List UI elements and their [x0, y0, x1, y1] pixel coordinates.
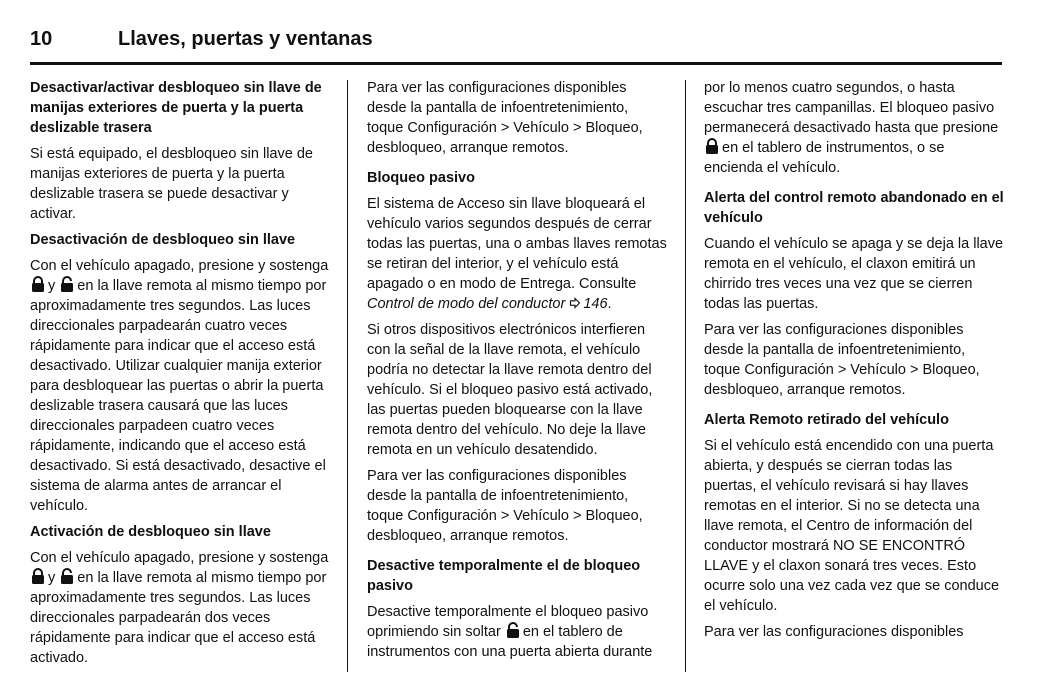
- paragraph: Cuando el vehículo se apaga y se deja la llave remota en el vehículo, el claxon emitirá un chirrido tres veces una vez que se cierren todas las puertas.: [704, 236, 1004, 312]
- text: en la llave remota al mismo tiempo por aproximadamente tres segundos. Las luces direccionales parpadearán dos veces rápidamente para indicar que el acceso está activado.: [30, 570, 327, 666]
- paragraph: Para ver las configuraciones disponibles desde la pantalla de infoentretenimiento, toque Configuración > Vehículo > Bloqueo, desbloqueo, arranque remotos.: [367, 80, 643, 156]
- column-3: [704, 78, 1004, 648]
- lock-icon: [704, 138, 720, 154]
- lock-icon: [30, 276, 46, 292]
- paragraph: Para ver las configuraciones disponibles: [704, 624, 964, 640]
- text: en la llave remota al mismo tiempo por aproximadamente tres segundos. Las luces direccionales parpadearán cuatro veces rápidamente para indicar que el acceso está desactivado. Utilizar cualquier manija exterior para desbloquear las puertas o abrir la puerta deslizable trasera causará que las luces direccionales parpadeen cuatro veces rápidamente, indicando que el acceso está desactivado. Si está desactivado, desactive el sistema de alarma antes de arrancar el vehículo.: [30, 278, 327, 514]
- header-rule: [30, 62, 1002, 65]
- page-reference: 146: [583, 296, 608, 312]
- column-2: [367, 78, 667, 668]
- text: en el tablero de instrumentos con una puerta abierta durante: [367, 624, 653, 660]
- unlock-icon: [59, 568, 75, 584]
- column-divider: [685, 80, 686, 672]
- section-heading: Alerta Remoto retirado del vehículo: [704, 412, 949, 428]
- text: Desactive temporalmente el bloqueo pasivo oprimiendo sin soltar: [367, 604, 649, 640]
- paragraph: Si está equipado, el desbloqueo sin llave de manijas exteriores de puerta y la puerta deslizable trasera se puede desactivar y activar.: [30, 146, 313, 222]
- page-header: [30, 28, 1002, 62]
- column-1: [30, 78, 330, 674]
- chapter-title: Llaves, puertas y ventanas: [118, 28, 373, 50]
- paragraph: [30, 256, 330, 516]
- text: Con el vehículo apagado, presione y sostenga: [30, 258, 329, 274]
- paragraph: [30, 548, 330, 668]
- cross-reference-link[interactable]: Control de modo del conductor: [367, 296, 566, 312]
- text: Con el vehículo apagado, presione y sostenga: [30, 550, 329, 566]
- text: .: [607, 296, 612, 312]
- lock-icon: [30, 568, 46, 584]
- column-divider: [347, 80, 348, 672]
- section-heading: Desactivación de desbloqueo sin llave: [30, 232, 296, 248]
- arrow-icon: [569, 297, 581, 309]
- text: y: [48, 278, 56, 294]
- section-heading: Desactivar/activar desbloqueo sin llave de manijas exteriores de puerta y la puerta deslizable trasera: [30, 80, 322, 136]
- paragraph: [367, 194, 667, 314]
- unlock-icon: [505, 622, 521, 638]
- text: El sistema de Acceso sin llave bloqueará el vehículo varios segundos después de cerrar todas las puertas, una o ambas llaves remotas se retiran del interior, y el vehículo está apagado o en modo de Entrega. Consulte: [367, 196, 667, 292]
- paragraph: [367, 602, 667, 662]
- paragraph: Si otros dispositivos electrónicos interfieren con la señal de la llave remota, el vehículo podría no detectar la llave remota dentro del vehículo. Si el bloqueo pasivo está activado, las puertas pueden bloquearse con la llave remota dentro del vehículo. No deje la llave remota en un vehículo desatendido.: [367, 322, 653, 458]
- text: y: [48, 570, 56, 586]
- section-heading: Desactive temporalmente el de bloqueo pasivo: [367, 558, 641, 594]
- text: en el tablero de instrumentos, o se encienda el vehículo.: [704, 140, 945, 176]
- paragraph: [704, 78, 1004, 178]
- paragraph: Si el vehículo está encendido con una puerta abierta, y después se cierran todas las puertas, el vehículo revisará si hay llaves remotas en el interior. Si no se detecta una llave remota, el Centro de información del conductor mostrará NO SE ENCONTRÓ LLAVE y el claxon sonará tres veces. Esto ocurre solo una vez cada vez que se conduce el vehículo.: [704, 438, 1000, 614]
- paragraph: Para ver las configuraciones disponibles desde la pantalla de infoentretenimiento, toque Configuración > Vehículo > Bloqueo, desbloqueo, arranque remotos.: [704, 322, 980, 398]
- section-heading: Alerta del control remoto abandonado en el vehículo: [704, 190, 1004, 226]
- section-heading: Activación de desbloqueo sin llave: [30, 524, 271, 540]
- paragraph: Para ver las configuraciones disponibles desde la pantalla de infoentretenimiento, toque Configuración > Vehículo > Bloqueo, desbloqueo, arranque remotos.: [367, 468, 643, 544]
- text: por lo menos cuatro segundos, o hasta escuchar tres campanillas. El bloqueo pasivo permanecerá desactivado hasta que presione: [704, 80, 999, 136]
- page-number: 10: [30, 28, 53, 50]
- unlock-icon: [59, 276, 75, 292]
- section-heading: Bloqueo pasivo: [367, 170, 475, 186]
